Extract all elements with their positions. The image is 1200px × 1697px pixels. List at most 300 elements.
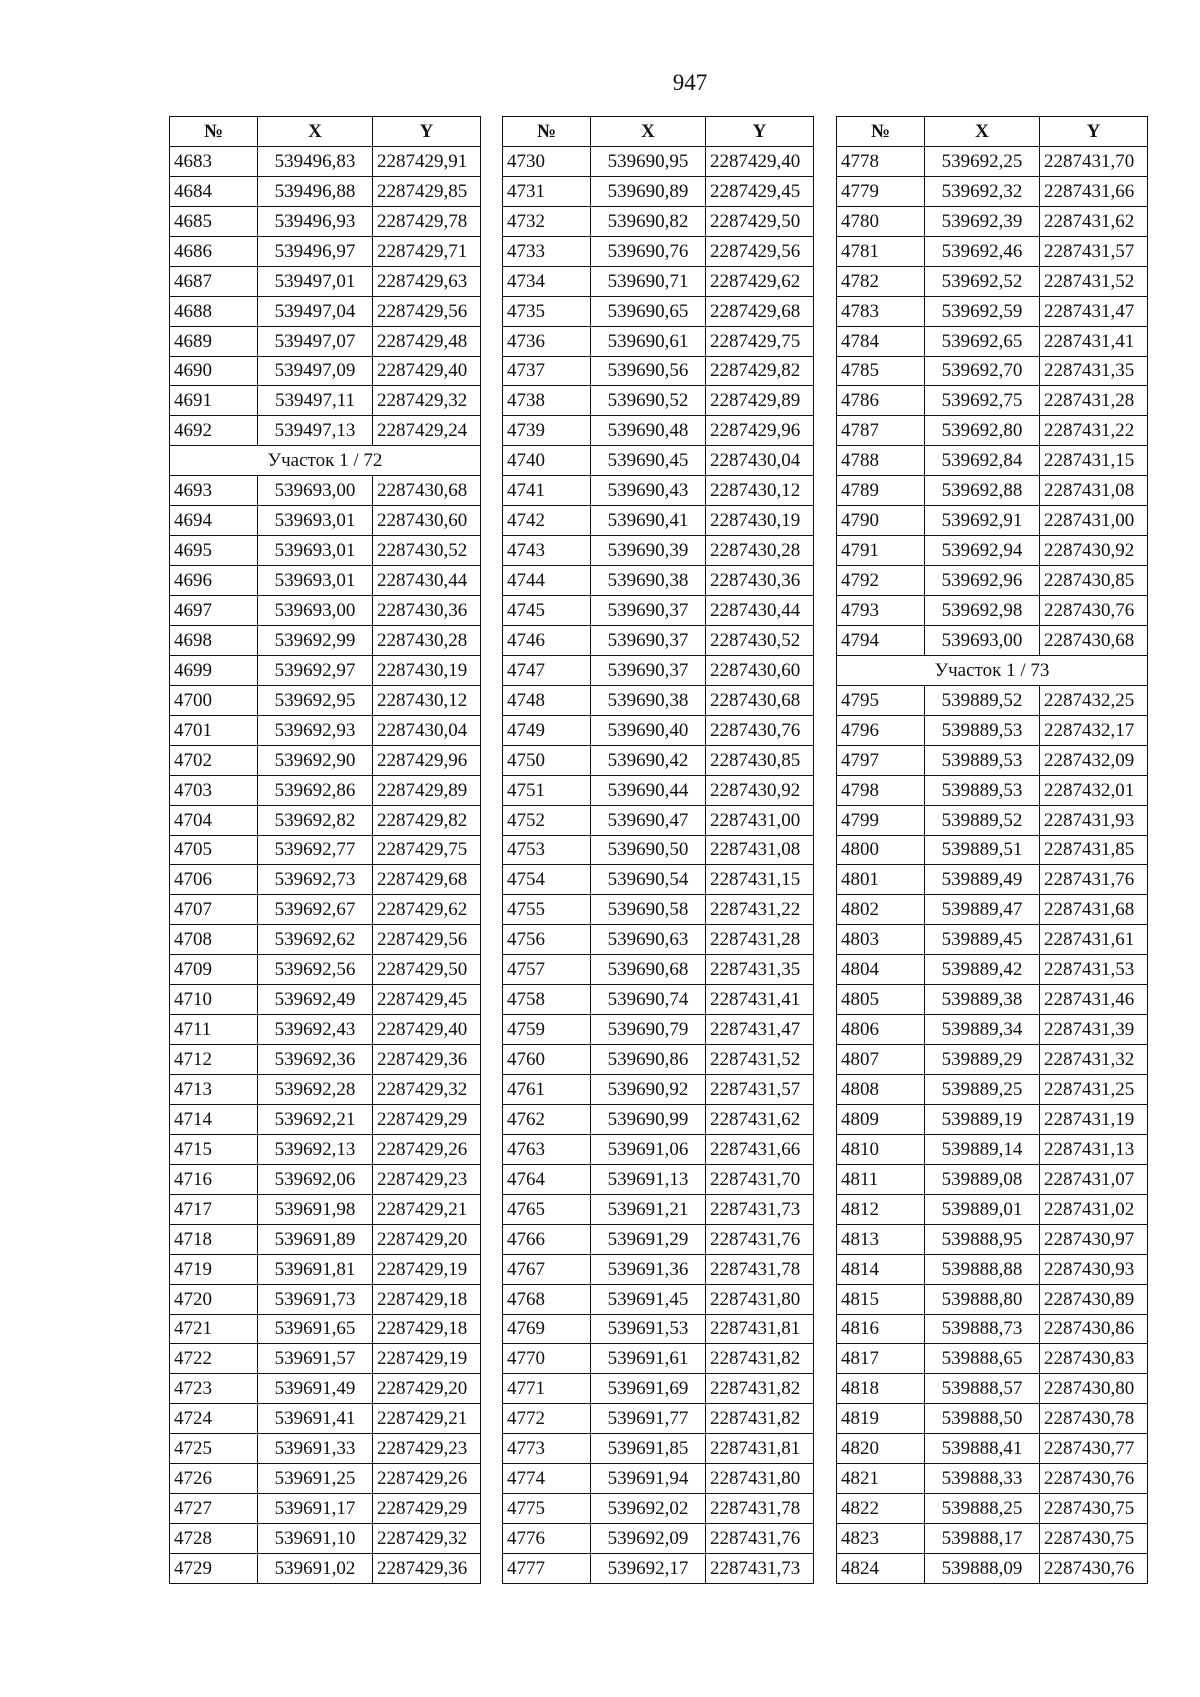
table-row [503,1194,814,1224]
section-label: Участок 1 / 73 [837,655,1148,685]
coord-y: 2287431,80 [706,1284,814,1314]
point-number: 4706 [170,865,258,895]
table-row [837,745,1148,775]
coord-y: 2287432,01 [1040,775,1148,805]
coord-y: 2287429,50 [706,206,814,236]
coord-y: 2287430,36 [706,566,814,596]
coord-y: 2287431,35 [706,955,814,985]
coord-x: 539690,39 [591,536,706,566]
coord-y: 2287431,00 [706,805,814,835]
coord-y: 2287429,96 [706,416,814,446]
coord-x: 539692,70 [925,356,1040,386]
coord-x: 539889,51 [925,835,1040,865]
coord-y: 2287429,21 [373,1404,481,1434]
coord-y: 2287431,76 [706,1224,814,1254]
table-row [837,1464,1148,1494]
coord-y: 2287429,56 [373,925,481,955]
point-number: 4819 [837,1404,925,1434]
coord-y: 2287430,92 [1040,536,1148,566]
point-number: 4750 [503,745,591,775]
coord-x: 539692,91 [925,506,1040,536]
coord-x: 539888,17 [925,1524,1040,1554]
coord-y: 2287429,78 [373,206,481,236]
table-row [837,1075,1148,1105]
table-row [503,206,814,236]
coord-x: 539691,17 [258,1494,373,1524]
coord-y: 2287431,66 [706,1134,814,1164]
table-row [837,1224,1148,1254]
table-row [503,596,814,626]
point-number: 4774 [503,1464,591,1494]
table-row [503,1554,814,1584]
coord-x: 539691,98 [258,1194,373,1224]
coord-y: 2287431,78 [706,1494,814,1524]
coord-x: 539690,71 [591,266,706,296]
table-row [170,356,481,386]
point-number: 4763 [503,1134,591,1164]
coord-x: 539691,61 [591,1344,706,1374]
point-number: 4760 [503,1045,591,1075]
coord-y: 2287431,70 [706,1164,814,1194]
table-row [837,1374,1148,1404]
coord-x: 539889,49 [925,865,1040,895]
point-number: 4818 [837,1374,925,1404]
coord-x: 539690,74 [591,985,706,1015]
table-row [837,865,1148,895]
coord-x: 539692,06 [258,1164,373,1194]
coord-y: 2287429,82 [373,805,481,835]
table-row [503,356,814,386]
point-number: 4761 [503,1075,591,1105]
point-number: 4735 [503,296,591,326]
table-row [837,1434,1148,1464]
coord-y: 2287431,22 [1040,416,1148,446]
point-number: 4812 [837,1194,925,1224]
coord-y: 2287429,63 [373,266,481,296]
coord-y: 2287430,86 [1040,1314,1148,1344]
coord-y: 2287429,82 [706,356,814,386]
table-row [503,685,814,715]
point-number: 4717 [170,1194,258,1224]
coord-x: 539692,80 [925,416,1040,446]
coord-x: 539888,73 [925,1314,1040,1344]
coord-y: 2287432,25 [1040,685,1148,715]
coord-x: 539690,37 [591,655,706,685]
coord-y: 2287429,56 [373,296,481,326]
coord-x: 539692,21 [258,1104,373,1134]
point-number: 4711 [170,1015,258,1045]
point-number: 4753 [503,835,591,865]
point-number: 4710 [170,985,258,1015]
coord-x: 539692,28 [258,1075,373,1105]
coordinates-table-2 [502,116,814,1584]
table-row [503,386,814,416]
point-number: 4799 [837,805,925,835]
coord-x: 539692,84 [925,446,1040,476]
point-number: 4707 [170,895,258,925]
coord-y: 2287429,62 [706,266,814,296]
coord-y: 2287431,35 [1040,356,1148,386]
point-number: 4778 [837,146,925,176]
coord-x: 539692,99 [258,625,373,655]
point-number: 4775 [503,1494,591,1524]
point-number: 4718 [170,1224,258,1254]
coord-y: 2287430,76 [1040,1464,1148,1494]
coord-x: 539889,53 [925,715,1040,745]
coord-x: 539692,02 [591,1494,706,1524]
coord-y: 2287431,66 [1040,176,1148,206]
coord-x: 539889,19 [925,1104,1040,1134]
coord-x: 539690,86 [591,1045,706,1075]
coord-y: 2287430,68 [706,685,814,715]
coord-x: 539692,17 [591,1554,706,1584]
point-number: 4701 [170,715,258,745]
coord-y: 2287429,20 [373,1224,481,1254]
section-row [170,446,481,476]
coord-x: 539690,54 [591,865,706,895]
coord-x: 539690,48 [591,416,706,446]
table-row [170,176,481,206]
header-number: № [837,117,925,147]
coord-y: 2287430,75 [1040,1524,1148,1554]
coord-y: 2287429,48 [373,326,481,356]
coord-y: 2287431,68 [1040,895,1148,925]
coord-x: 539691,33 [258,1434,373,1464]
coord-y: 2287431,52 [706,1045,814,1075]
point-number: 4699 [170,655,258,685]
coord-y: 2287431,13 [1040,1134,1148,1164]
coord-x: 539692,09 [591,1524,706,1554]
point-number: 4734 [503,266,591,296]
coord-y: 2287430,19 [373,655,481,685]
table-row [503,1524,814,1554]
table-row [170,1434,481,1464]
coord-x: 539889,25 [925,1075,1040,1105]
coord-y: 2287431,81 [706,1314,814,1344]
coord-x: 539690,41 [591,506,706,536]
coord-y: 2287430,76 [1040,1554,1148,1584]
coord-x: 539888,50 [925,1404,1040,1434]
coord-y: 2287430,77 [1040,1434,1148,1464]
coord-x: 539888,95 [925,1224,1040,1254]
table-row [170,1134,481,1164]
coord-x: 539690,79 [591,1015,706,1045]
table-row [503,1314,814,1344]
coord-y: 2287429,89 [706,386,814,416]
table-row [837,1284,1148,1314]
point-number: 4708 [170,925,258,955]
coord-y: 2287429,23 [373,1434,481,1464]
point-number: 4758 [503,985,591,1015]
coord-y: 2287429,24 [373,416,481,446]
coord-x: 539497,09 [258,356,373,386]
point-number: 4752 [503,805,591,835]
coord-x: 539692,46 [925,236,1040,266]
coord-y: 2287430,60 [706,655,814,685]
point-number: 4801 [837,865,925,895]
table-row [170,625,481,655]
table-row [837,416,1148,446]
coord-y: 2287431,15 [1040,446,1148,476]
coord-x: 539692,90 [258,745,373,775]
coord-y: 2287431,62 [1040,206,1148,236]
table-row [837,596,1148,626]
point-number: 4756 [503,925,591,955]
table-row [503,1045,814,1075]
point-number: 4691 [170,386,258,416]
coord-y: 2287430,12 [706,476,814,506]
point-number: 4792 [837,566,925,596]
header-number: № [170,117,258,147]
coord-x: 539690,37 [591,596,706,626]
coord-x: 539690,61 [591,326,706,356]
point-number: 4737 [503,356,591,386]
coord-x: 539889,47 [925,895,1040,925]
coord-x: 539692,86 [258,775,373,805]
coord-x: 539888,41 [925,1434,1040,1464]
table-row [170,326,481,356]
coord-x: 539690,38 [591,685,706,715]
table-row [837,446,1148,476]
point-number: 4746 [503,625,591,655]
point-number: 4783 [837,296,925,326]
table-row [170,206,481,236]
point-number: 4729 [170,1554,258,1584]
point-number: 4779 [837,176,925,206]
table-row [837,326,1148,356]
coord-y: 2287431,82 [706,1404,814,1434]
coord-y: 2287430,04 [373,715,481,745]
table-row [503,715,814,745]
coord-y: 2287430,36 [373,596,481,626]
coord-y: 2287430,89 [1040,1284,1148,1314]
coord-y: 2287431,08 [706,835,814,865]
coord-y: 2287430,75 [1040,1494,1148,1524]
table-row [170,536,481,566]
point-number: 4806 [837,1015,925,1045]
coord-y: 2287429,40 [706,146,814,176]
point-number: 4814 [837,1254,925,1284]
point-number: 4736 [503,326,591,356]
coord-x: 539690,56 [591,356,706,386]
table-row [170,1194,481,1224]
coord-x: 539691,25 [258,1464,373,1494]
coord-x: 539693,01 [258,536,373,566]
table-row [837,296,1148,326]
coord-y: 2287429,26 [373,1134,481,1164]
coord-x: 539690,65 [591,296,706,326]
table-row [503,865,814,895]
point-number: 4771 [503,1374,591,1404]
point-number: 4740 [503,446,591,476]
coord-x: 539692,95 [258,685,373,715]
header-y: Y [373,117,481,147]
coord-y: 2287429,19 [373,1254,481,1284]
table-row [170,775,481,805]
table-row [503,655,814,685]
header-y: Y [1040,117,1148,147]
table-row [170,1104,481,1134]
table-row [837,625,1148,655]
point-number: 4721 [170,1314,258,1344]
point-number: 4714 [170,1104,258,1134]
point-number: 4787 [837,416,925,446]
coord-y: 2287429,18 [373,1314,481,1344]
coord-y: 2287429,71 [373,236,481,266]
coord-y: 2287431,76 [1040,865,1148,895]
coord-y: 2287429,75 [706,326,814,356]
coord-y: 2287429,85 [373,176,481,206]
coord-y: 2287429,89 [373,775,481,805]
coord-y: 2287431,07 [1040,1164,1148,1194]
coord-y: 2287429,36 [373,1554,481,1584]
coord-y: 2287431,80 [706,1464,814,1494]
coord-x: 539692,82 [258,805,373,835]
coord-x: 539692,13 [258,1134,373,1164]
table-row [170,1464,481,1494]
coord-x: 539888,65 [925,1344,1040,1374]
point-number: 4723 [170,1374,258,1404]
coord-x: 539889,53 [925,745,1040,775]
coord-y: 2287430,44 [706,596,814,626]
table-row [503,236,814,266]
coord-x: 539691,65 [258,1314,373,1344]
table-row [837,1015,1148,1045]
table-row [170,506,481,536]
point-number: 4693 [170,476,258,506]
coordinates-table-3 [836,116,1148,1584]
point-number: 4784 [837,326,925,356]
coord-y: 2287431,81 [706,1434,814,1464]
table-row [837,1524,1148,1554]
point-number: 4728 [170,1524,258,1554]
table-row [837,1194,1148,1224]
coord-y: 2287430,93 [1040,1254,1148,1284]
point-number: 4744 [503,566,591,596]
table-row [503,1374,814,1404]
coord-x: 539692,77 [258,835,373,865]
table-row [837,775,1148,805]
coord-x: 539496,83 [258,146,373,176]
coord-x: 539692,97 [258,655,373,685]
table-row [503,506,814,536]
point-number: 4770 [503,1344,591,1374]
table-row [170,1404,481,1434]
table-row [170,236,481,266]
coord-x: 539692,94 [925,536,1040,566]
coord-x: 539690,42 [591,745,706,775]
coord-y: 2287429,75 [373,835,481,865]
coord-x: 539692,36 [258,1045,373,1075]
point-number: 4709 [170,955,258,985]
table-row [170,1494,481,1524]
coord-x: 539690,40 [591,715,706,745]
coord-x: 539888,33 [925,1464,1040,1494]
coord-y: 2287430,44 [373,566,481,596]
coord-x: 539691,53 [591,1314,706,1344]
coord-y: 2287430,52 [706,625,814,655]
table-row [503,146,814,176]
coord-x: 539888,80 [925,1284,1040,1314]
table-row [170,266,481,296]
point-number: 4698 [170,625,258,655]
table-row [503,1494,814,1524]
point-number: 4765 [503,1194,591,1224]
coord-y: 2287431,47 [1040,296,1148,326]
point-number: 4793 [837,596,925,626]
table-row [503,985,814,1015]
point-number: 4766 [503,1224,591,1254]
table-row [170,596,481,626]
coord-x: 539497,04 [258,296,373,326]
table-row [170,685,481,715]
table-row [837,985,1148,1015]
point-number: 4697 [170,596,258,626]
table-row [503,536,814,566]
point-number: 4716 [170,1164,258,1194]
point-number: 4803 [837,925,925,955]
coord-x: 539497,11 [258,386,373,416]
coord-x: 539691,69 [591,1374,706,1404]
table-row [170,1224,481,1254]
table-row [503,895,814,925]
table-row [503,1224,814,1254]
coord-y: 2287430,68 [373,476,481,506]
coord-x: 539691,77 [591,1404,706,1434]
coord-x: 539690,92 [591,1075,706,1105]
coord-x: 539889,38 [925,985,1040,1015]
coord-x: 539889,45 [925,925,1040,955]
table-row [503,416,814,446]
coord-x: 539888,88 [925,1254,1040,1284]
coord-y: 2287431,53 [1040,955,1148,985]
coord-x: 539690,44 [591,775,706,805]
table-row [837,206,1148,236]
coord-y: 2287429,32 [373,1524,481,1554]
coord-y: 2287431,41 [706,985,814,1015]
coord-y: 2287431,46 [1040,985,1148,1015]
coord-y: 2287429,26 [373,1464,481,1494]
table-row [503,1164,814,1194]
coord-y: 2287431,28 [1040,386,1148,416]
table-row [837,955,1148,985]
header-y: Y [706,117,814,147]
table-row [503,1075,814,1105]
coord-x: 539690,95 [591,146,706,176]
coord-y: 2287431,02 [1040,1194,1148,1224]
table-row [503,1104,814,1134]
table-row [837,835,1148,865]
point-number: 4743 [503,536,591,566]
header-number: № [503,117,591,147]
point-number: 4822 [837,1494,925,1524]
table-row [170,715,481,745]
point-number: 4684 [170,176,258,206]
coord-y: 2287431,57 [706,1075,814,1105]
coord-x: 539692,65 [925,326,1040,356]
coord-x: 539691,06 [591,1134,706,1164]
table-row [837,476,1148,506]
coord-x: 539690,76 [591,236,706,266]
coord-x: 539692,98 [925,596,1040,626]
coord-x: 539888,25 [925,1494,1040,1524]
coord-x: 539690,58 [591,895,706,925]
page-number: 947 [672,70,708,95]
coord-y: 2287430,68 [1040,625,1148,655]
coord-x: 539691,02 [258,1554,373,1584]
coord-x: 539889,34 [925,1015,1040,1045]
coord-x: 539690,63 [591,925,706,955]
